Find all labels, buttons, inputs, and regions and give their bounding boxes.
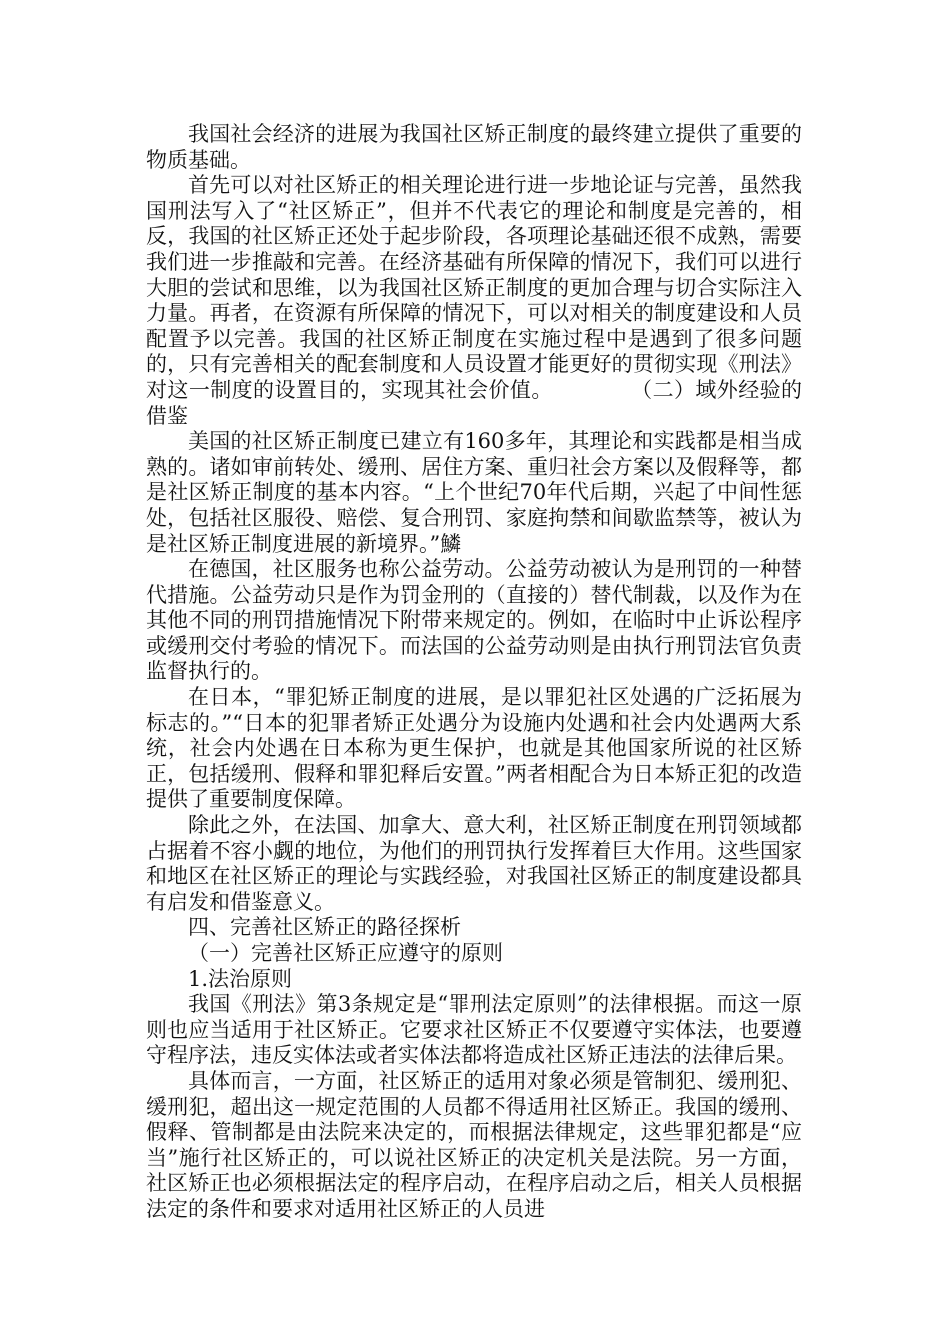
paragraph-specifics: 具体而言，一方面，社区矫正的适用对象必须是管制犯、缓刑犯、缓刑犯，超出这一规定范围的人员都不得适用社区矫正。我国的缓刑、假释、管制都是由法院来决定的，而根据法律规定，这些罪犯都是“应当”施行社区矫正的，可以说社区矫正的决定机关是法院。另一方面，社区矫正也必须根据法定的程序启动，在程序启动之后，相关人员根据法定的条件和要求对适用社区矫正的人员进 <box>146 1068 802 1221</box>
paragraph-germany: 在德国，社区服务也称公益劳动。公益劳动被认为是刑罚的一种替代措施。公益劳动只是作为罚金刑的（直接的）替代制裁，以及作为在其他不同的刑罚措施情况下附带来规定的。例如，在临时中止诉讼程序或缓刑交付考验的情况下。而法国的公益劳动则是由执行刑罚法官负责监督执行的。 <box>146 557 802 684</box>
paragraph-economic-basis: 我国社会经济的进展为我国社区矫正制度的最终建立提供了重要的物质基础。 <box>146 122 802 172</box>
paragraph-legality-principle: 我国《刑法》第3条规定是“罪刑法定原则”的法律根据。而这一原则也应当适用于社区矫正。它要求社区矫正不仅要遵守实体法，也要遵守程序法，违反实体法或者实体法都将造成社区矫正违法的法律后果。 <box>146 992 802 1068</box>
document-page <box>146 122 802 1223</box>
paragraph-usa: 美国的社区矫正制度已建立有160多年，其理论和实践都是相当成熟的。诸如审前转处、缓刑、居住方案、重归社会方案以及假释等，都是社区矫正制度的基本内容。“上个世纪70年代后期，兴起了中间性惩处，包括社区服役、赔偿、复合刑罚、家庭拘禁和间歇监禁等，被认为是社区矫正制度进展的新境界。”鱗 <box>146 429 802 556</box>
heading-improvement-paths: 四、完善社区矫正的路径探析 <box>188 915 461 940</box>
paragraph-japan: 在日本，“罪犯矫正制度的进展，是以罪犯社区处遇的广泛拓展为标志的。”“日本的犯罪者矫正处遇分为设施内处遇和社会内处遇两大系统，社会内处遇在日本称为更生保护，也就是其他国家所说的社区矫正，包括缓刑、假释和罪犯释后安置。”两者相配合为日本矫正犯的改造提供了重要制度保障。 <box>146 685 802 812</box>
paragraph-theory-improvement <box>146 173 802 429</box>
heading-rule-of-law: 1.法治原则 <box>188 966 293 991</box>
heading-foreign-experience: （二）域外经验的借鉴 <box>146 377 803 428</box>
paragraph-other-countries: 除此之外，在法国、加拿大、意大利，社区矫正制度在刑罚领域都占据着不容小觑的地位，为他们的刑罚执行发挥着巨大作用。这些国家和地区在社区矫正的理论与实践经验，对我国社区矫正的制度建设都具有启发和借鉴意义。 <box>146 813 802 914</box>
paragraph-theory-text: 首先可以对社区矫正的相关理论进行进一步地论证与完善，虽然我国刑法写入了“社区矫正”，但并不代表它的理论和制度是完善的，相反，我国的社区矫正还处于起步阶段，各项理论基础还很不成熟，需要我们进一步推敲和完善。在经济基础有所保障的情况下，我们可以进行大胆的尝试和思维，以为我国社区矫正制度的更加合理与切合实际注入力量。再者，在资源有所保障的情况下，可以对相关的制度建设和人员配置予以完善。我国的社区矫正制度在实施过程中是遇到了很多问题的，只有完善相关的配套制度和人员设置才能更好的贯彻实现《刑法》对这一制度的设置目的，实现其社会价值。 <box>146 173 802 402</box>
heading-principles: （一）完善社区矫正应遵守的原则 <box>188 941 503 965</box>
